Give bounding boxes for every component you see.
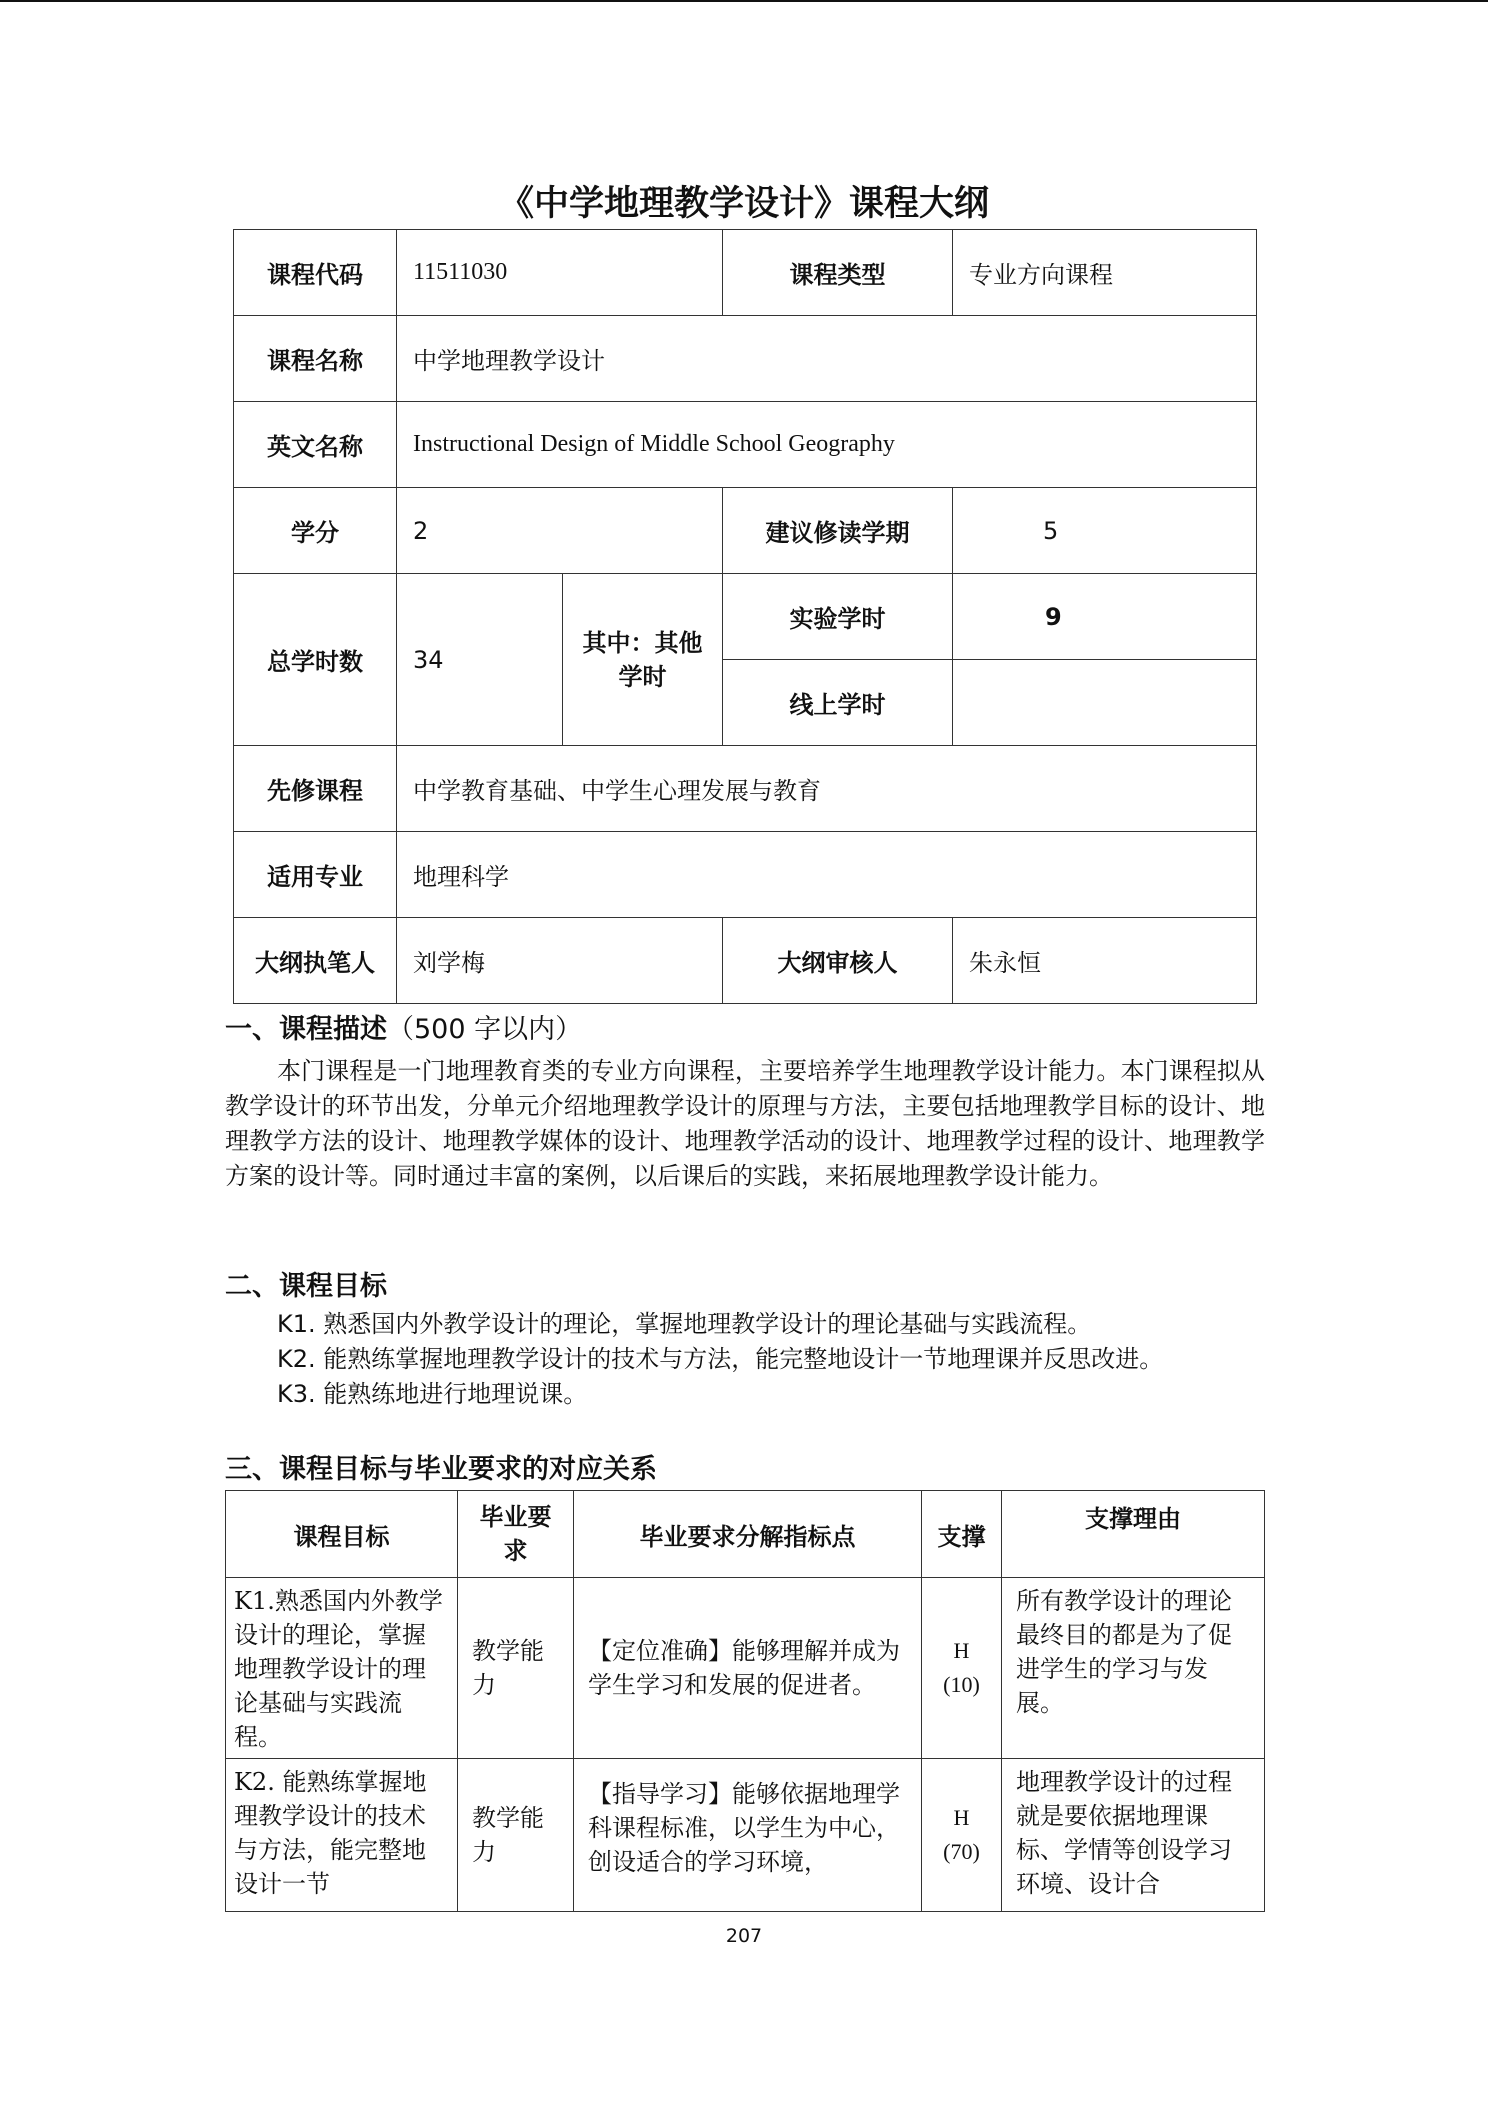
section-2-heading: 二、课程目标	[225, 1271, 387, 1302]
col-header-requirement: 毕业要求	[458, 1491, 574, 1578]
total-hours-label: 总学时数	[234, 574, 397, 746]
col-header-support: 支撑	[922, 1491, 1002, 1578]
goal-cell: K1.熟悉国内外教学设计的理论，掌握地理教学设计的理论基础与实践流程。	[226, 1578, 458, 1759]
col-header-indicator: 毕业要求分解指标点	[574, 1491, 922, 1578]
reviewer-value: 朱永恒	[953, 918, 1257, 1004]
table-row	[226, 1759, 1265, 1912]
table-row	[234, 574, 1257, 660]
major-label: 适用专业	[234, 832, 397, 918]
section-1-title: 一、课程描述	[225, 1014, 387, 1045]
online-hours-label: 线上学时	[723, 660, 953, 746]
online-hours-value	[953, 660, 1257, 746]
indicator-cell: 【定位准确】能够理解并成为学生学习和发展的促进者。	[574, 1578, 922, 1759]
english-name-value: Instructional Design of Middle School Geography	[397, 402, 1257, 488]
total-hours-value: 34	[397, 574, 563, 746]
semester-label: 建议修读学期	[723, 488, 953, 574]
course-name-value: 中学地理教学设计	[397, 316, 1257, 402]
table-row	[234, 746, 1257, 832]
col-header-goal: 课程目标	[226, 1491, 458, 1578]
lab-hours-label: 实验学时	[723, 574, 953, 660]
table-row	[234, 832, 1257, 918]
reviewer-label: 大纲审核人	[723, 918, 953, 1004]
goal-requirement-table	[225, 1490, 1265, 1912]
course-description	[225, 1054, 1265, 1194]
reason-cell: 地理教学设计的过程就是要依据地理课标、学情等创设学习环境、设计合	[1002, 1759, 1265, 1912]
support-cell: H (70)	[922, 1759, 1002, 1912]
goal-item: K2. 能熟练掌握地理教学设计的技术与方法，能完整地设计一节地理课并反思改进。	[277, 1345, 1164, 1373]
goal-item: K1. 熟悉国内外教学设计的理论，掌握地理教学设计的理论基础与实践流程。	[277, 1310, 1092, 1338]
course-info-table	[233, 229, 1257, 1004]
requirement-cell: 教学能力	[458, 1759, 574, 1912]
lab-hours-value: 9	[953, 574, 1257, 660]
table-row	[234, 402, 1257, 488]
table-row	[234, 918, 1257, 1004]
author-value: 刘学梅	[397, 918, 723, 1004]
requirement-cell: 教学能力	[458, 1578, 574, 1759]
col-header-reason: 支撑理由	[1002, 1491, 1265, 1578]
section-3-heading: 三、课程目标与毕业要求的对应关系	[225, 1454, 657, 1485]
reason-cell: 所有教学设计的理论最终目的都是为了促进学生的学习与发展。	[1002, 1578, 1265, 1759]
credit-label: 学分	[234, 488, 397, 574]
top-border-line	[0, 0, 1488, 2]
course-type-value: 专业方向课程	[953, 230, 1257, 316]
credit-value: 2	[397, 488, 723, 574]
course-code-value: 11511030	[397, 230, 723, 316]
description-text: 本门课程是一门地理教育类的专业方向课程，主要培养学生地理教学设计能力。本门课程拟从教学设计的环节出发，分单元介绍地理教学设计的原理与方法，主要包括地理教学目标的设计、地理教学方法的设计、地理教学媒体的设计、地理教学活动的设计、地理教学过程的设计、地理教学方案的设计等。同时通过丰富的案例，以后课后的实践，来拓展地理教学设计能力。	[225, 1057, 1265, 1190]
prerequisite-value: 中学教育基础、中学生心理发展与教育	[397, 746, 1257, 832]
english-name-label: 英文名称	[234, 402, 397, 488]
goal-item: K3. 能熟练地进行地理说课。	[277, 1380, 588, 1408]
indicator-cell: 【指导学习】能够依据地理学科课程标准，以学生为中心，创设适合的学习环境，	[574, 1759, 922, 1912]
goal-cell: K2. 能熟练掌握地理教学设计的技术与方法，能完整地设计一节	[226, 1759, 458, 1912]
course-code-label: 课程代码	[234, 230, 397, 316]
table-row	[234, 316, 1257, 402]
author-label: 大纲执笔人	[234, 918, 397, 1004]
other-hours-label: 其中：其他学时	[563, 574, 723, 746]
course-name-label: 课程名称	[234, 316, 397, 402]
support-cell: H (10)	[922, 1578, 1002, 1759]
table-header-row	[226, 1491, 1265, 1578]
major-value: 地理科学	[397, 832, 1257, 918]
page-number: 207	[725, 1925, 763, 1947]
prerequisite-label: 先修课程	[234, 746, 397, 832]
table-row	[226, 1578, 1265, 1759]
semester-value: 5	[953, 488, 1257, 574]
course-type-label: 课程类型	[723, 230, 953, 316]
section-1-heading	[225, 1010, 582, 1050]
table-row	[234, 488, 1257, 574]
table-row	[234, 230, 1257, 316]
section-1-note: （500 字以内）	[387, 1014, 583, 1045]
page-title: 《中学地理教学设计》课程大纲	[498, 184, 989, 224]
